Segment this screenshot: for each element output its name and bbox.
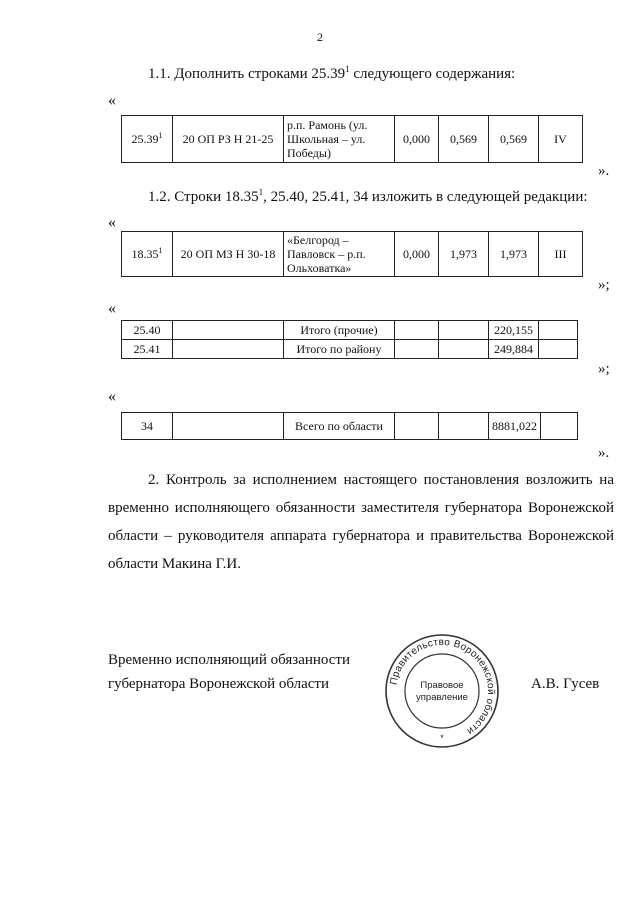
cell-name: Итого (прочие) bbox=[284, 321, 395, 340]
paragraph-1-1-tail: следующего содержания: bbox=[349, 66, 516, 82]
stamp-center-line-1: Правовое bbox=[420, 680, 464, 691]
cell-v1 bbox=[395, 340, 439, 359]
table-row-18-35 bbox=[121, 231, 583, 277]
open-quote: « bbox=[108, 300, 116, 317]
paragraph-1-2-tail: , 25.40, 25.41, 34 изложить в следующей редакции: bbox=[263, 189, 588, 205]
cell-code: 20 ОП МЗ Н 30-18 bbox=[173, 232, 284, 277]
cell-v3: 0,569 bbox=[489, 116, 539, 163]
cell-num: 34 bbox=[122, 413, 173, 440]
end-quote-1: ». bbox=[598, 163, 610, 179]
table-row bbox=[122, 340, 578, 359]
signature-title bbox=[108, 648, 350, 696]
open-quote: « bbox=[108, 92, 116, 109]
table-totals-district bbox=[121, 320, 578, 359]
open-quote: « bbox=[108, 214, 116, 231]
cell-cat bbox=[539, 321, 578, 340]
cell-v2: 0,569 bbox=[439, 116, 489, 163]
cell-v3: 8881,022 bbox=[489, 413, 541, 440]
cell-num: 25.39$^1$ bbox=[122, 116, 173, 163]
cell-v3: 1,973 bbox=[489, 232, 539, 277]
cell-v1: 0,000 bbox=[395, 232, 439, 277]
cell-v3: 220,155 bbox=[489, 321, 539, 340]
open-quote: « bbox=[108, 388, 116, 405]
table-total-region bbox=[121, 412, 578, 440]
end-quote-3: »; bbox=[598, 361, 610, 377]
cell-v1 bbox=[395, 413, 439, 440]
end-quote-2: »; bbox=[598, 277, 610, 293]
superscript: 1 bbox=[258, 187, 264, 197]
signature-title-line-2: губернатора Воронежской области bbox=[108, 676, 329, 692]
cell-code bbox=[173, 340, 284, 359]
cell-cat bbox=[541, 413, 578, 440]
table-row-25-39 bbox=[121, 115, 583, 163]
cell-name: «Белгород – Павловск – р.п. Ольховатка» bbox=[284, 232, 395, 277]
cell-v1 bbox=[395, 321, 439, 340]
cell-code: 20 ОП РЗ Н 21-25 bbox=[173, 116, 284, 163]
cell-cat: IV bbox=[539, 116, 583, 163]
cell-code bbox=[173, 321, 284, 340]
paragraph-1-1-text: 1.1. Дополнить строками 25.39 bbox=[148, 66, 346, 82]
cell-code bbox=[173, 413, 284, 440]
cell-cat bbox=[539, 340, 578, 359]
signer-name: А.В. Гусев bbox=[531, 676, 600, 692]
cell-name: Итого по району bbox=[284, 340, 395, 359]
cell-v2: 1,973 bbox=[439, 232, 489, 277]
cell-v2 bbox=[439, 413, 489, 440]
cell-v2 bbox=[439, 340, 489, 359]
cell-name: Всего по области bbox=[284, 413, 395, 440]
table-row bbox=[122, 321, 578, 340]
paragraph-1-1 bbox=[148, 64, 515, 83]
cell-name: р.п. Рамонь (ул. Школьная – ул. Победы) bbox=[284, 116, 395, 163]
signature-title-line-1: Временно исполняющий обязанности bbox=[108, 652, 351, 668]
stamp-graphic bbox=[383, 632, 501, 750]
cell-num: 25.41 bbox=[122, 340, 173, 359]
official-stamp bbox=[383, 632, 501, 750]
stamp-ring-text: Правительство Воронежской области bbox=[388, 636, 497, 737]
cell-num: 25.40 bbox=[122, 321, 173, 340]
cell-num: 18.35$^1$ bbox=[122, 232, 173, 277]
page-number: 2 bbox=[317, 30, 323, 44]
stamp-star: * bbox=[440, 733, 444, 743]
table-row bbox=[122, 413, 578, 440]
cell-cat: III bbox=[539, 232, 583, 277]
superscript: 1 bbox=[345, 64, 350, 74]
cell-v1: 0,000 bbox=[395, 116, 439, 163]
paragraph-2: 2. Контроль за исполнением настоящего постановления возложить на временно исполняющего обязанности заместителя губернатора Воронежской области – руководителя аппарата губернатора и правительства Воронежской области Макина Г.И. bbox=[108, 472, 614, 572]
cell-v3: 249,884 bbox=[489, 340, 539, 359]
paragraph-1-2 bbox=[148, 187, 588, 206]
stamp-center-line-2: управление bbox=[416, 692, 468, 703]
paragraph-1-2-text: 1.2. Строки 18.35 bbox=[148, 189, 259, 205]
cell-v2 bbox=[439, 321, 489, 340]
end-quote-4: ». bbox=[598, 445, 610, 461]
